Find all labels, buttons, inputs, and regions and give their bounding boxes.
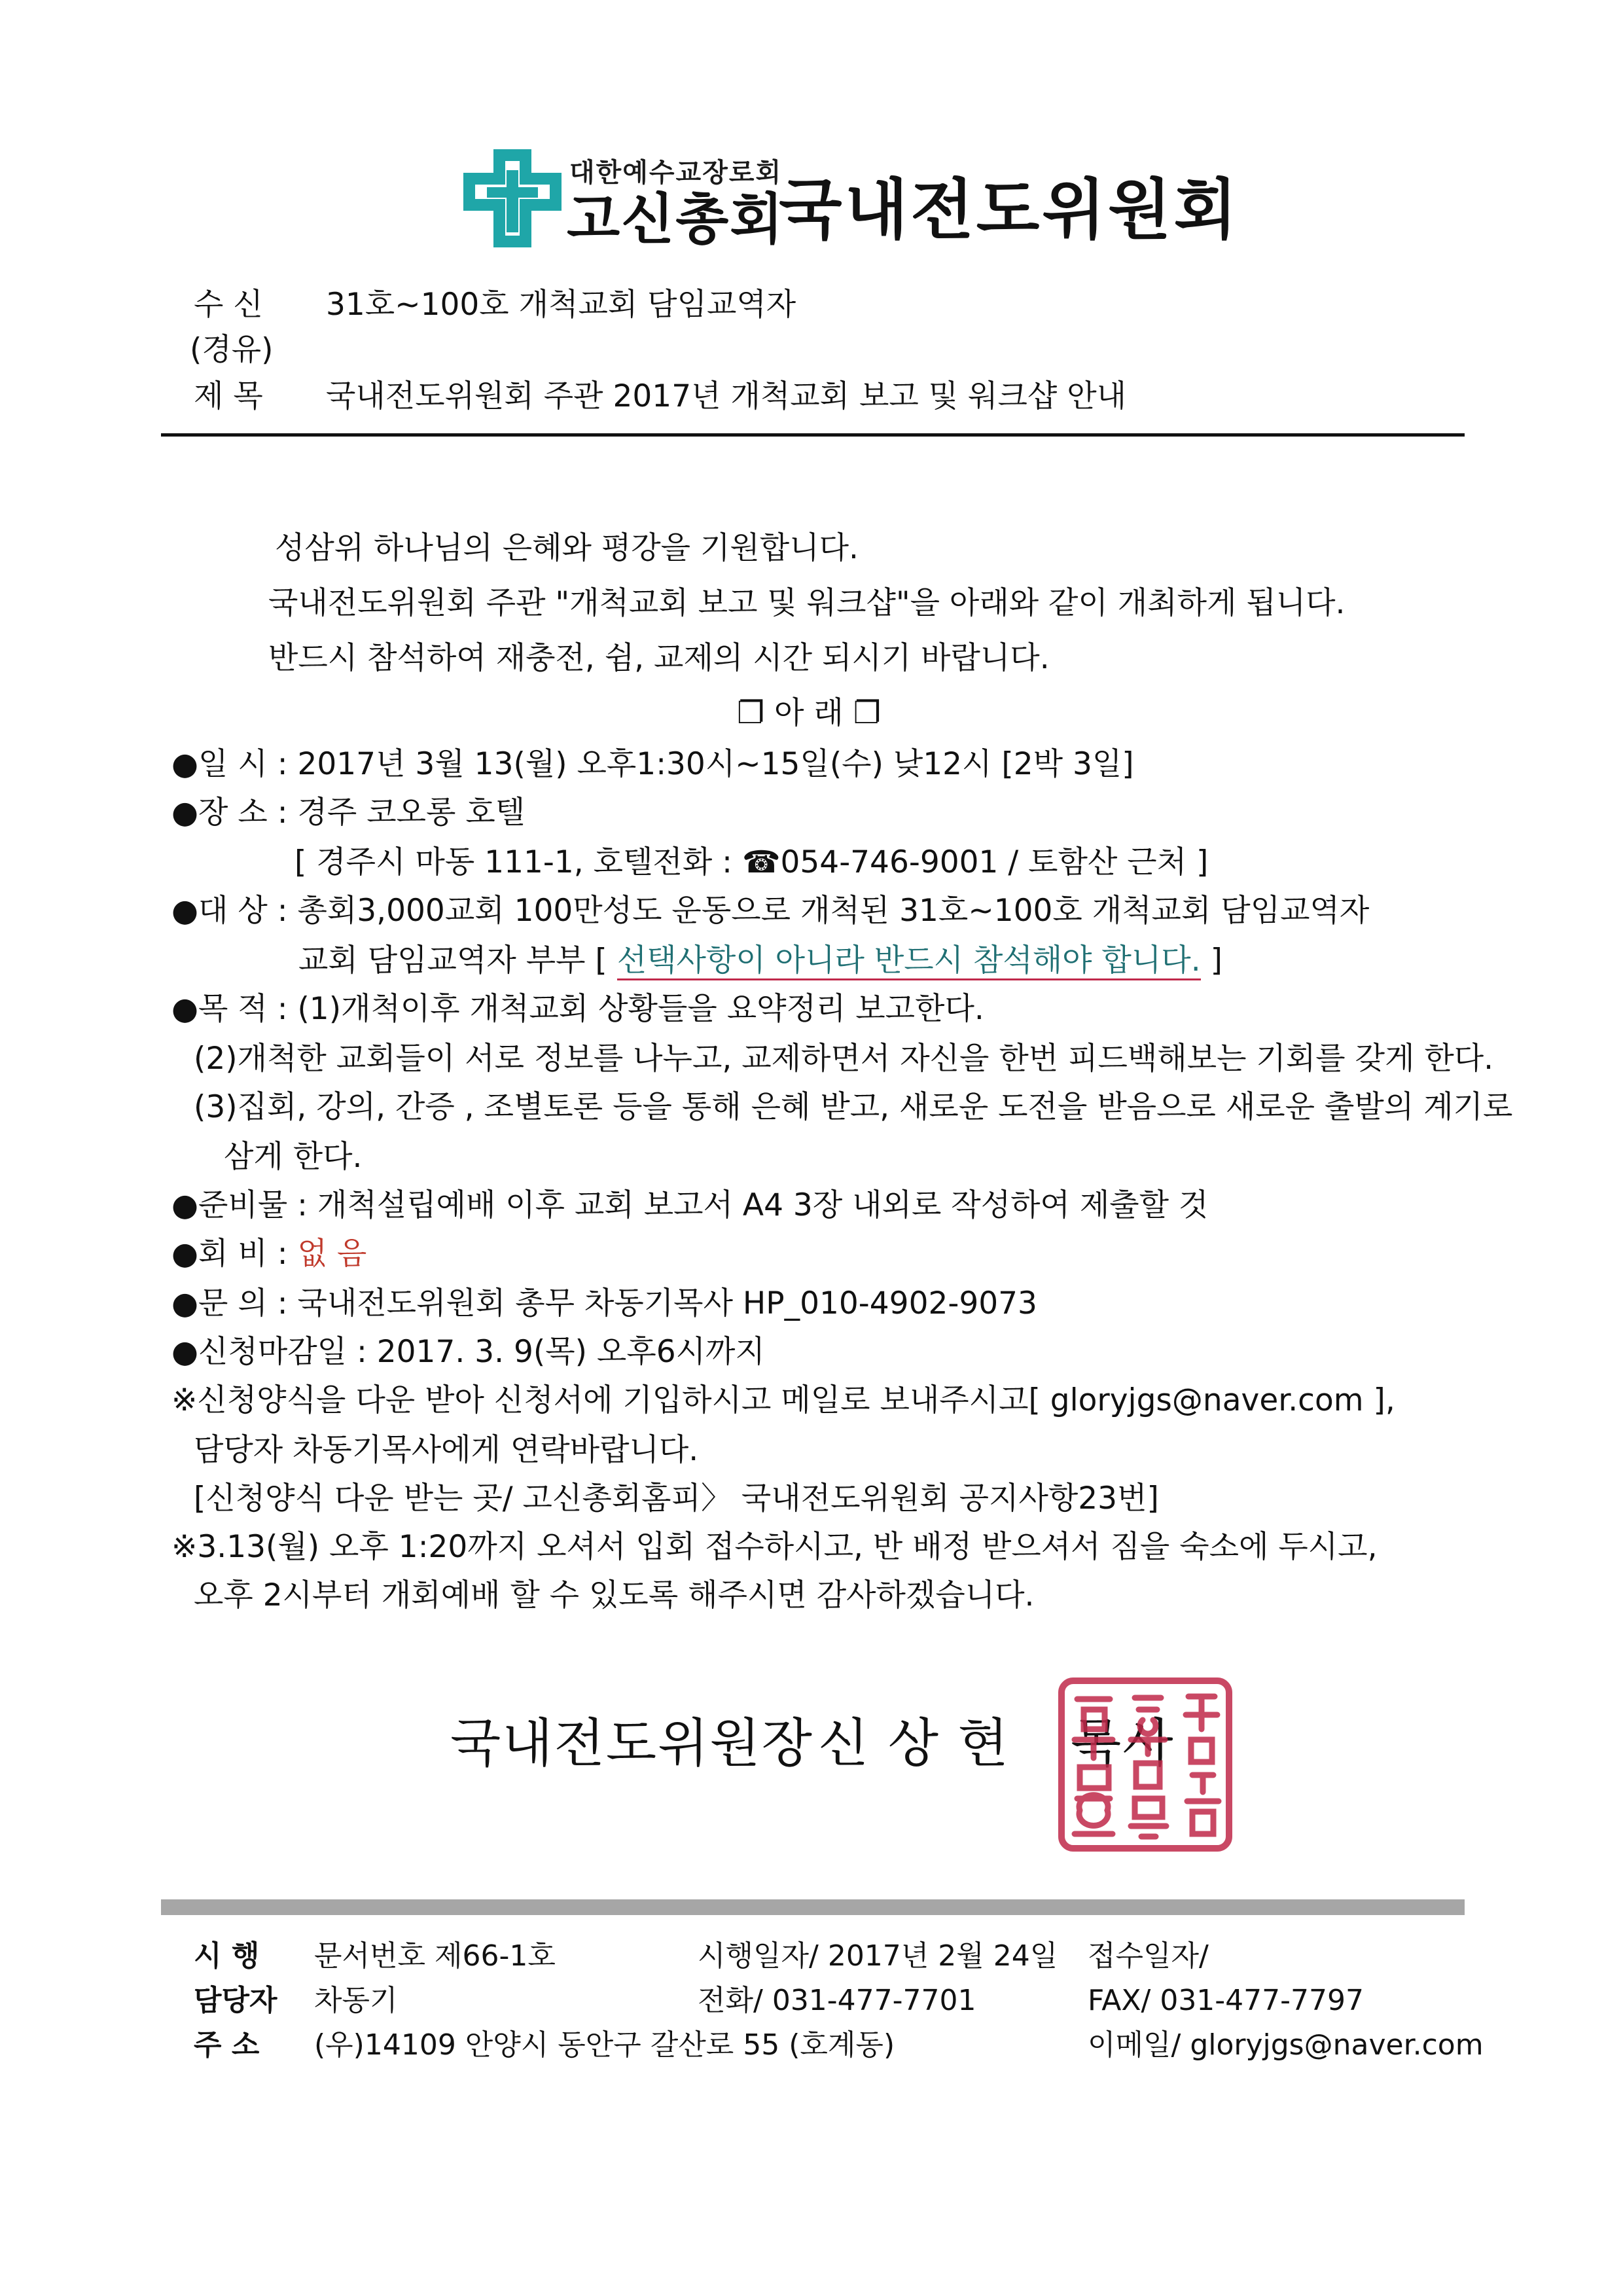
note-2b: 오후 2시부터 개회예배 할 수 있도록 해주시면 감사하겠습니다.	[194, 1577, 1035, 1613]
purpose-line: ●목 적 : (1)개척이후 개척교회 상황들을 요약정리 보고한다.	[171, 991, 984, 1027]
subject-value: 국내전도위원회 주관 2017년 개척교회 보고 및 워크샵 안내	[326, 378, 1127, 414]
prep-line: ●준비물 : 개척설립예배 이후 교회 보고서 A4 3장 내외로 작성하여 제출할 것	[171, 1187, 1209, 1223]
logo-subtitle: 대한예수교장로회	[569, 158, 783, 188]
target-line-2-prefix: 교회 담임교역자 부부 [	[298, 942, 617, 978]
to-value: 31호~100호 개척교회 담임교역자	[326, 287, 796, 323]
place-detail: [ 경주시 마동 111-1, 호텔전화 : ☎054-746-9001 / 토함산 근처 ]	[294, 844, 1209, 880]
header-divider	[161, 433, 1465, 437]
email-link[interactable]: 이메일/ gloryjgs@naver.com	[1088, 2028, 1484, 2062]
mandatory-notice: 선택사항이 아니라 반드시 참석해야 합니다.	[617, 942, 1201, 980]
org-title: 국내전도위원회	[779, 171, 1240, 248]
fee-value: 없 음	[297, 1236, 367, 1272]
footer-divider	[161, 1899, 1465, 1915]
greeting-3: 반드시 참석하여 재충전, 쉼, 교제의 시간 되시기 바랍니다.	[268, 640, 1050, 676]
via-label: (경유)	[190, 332, 274, 368]
fee-line	[171, 1236, 366, 1272]
below-title: ❐ 아 래 ❐	[737, 695, 881, 731]
target-line-2-suffix: ]	[1200, 942, 1222, 978]
target-line-2	[298, 942, 1222, 979]
phone: 전화/ 031-477-7701	[698, 1984, 976, 2017]
fax: FAX/ 031-477-7797	[1088, 1984, 1364, 2017]
address: (우)14109 안양시 동안구 갈산로 55 (호계동)	[314, 2028, 895, 2062]
signer-title: 국내전도위원장	[450, 1713, 813, 1774]
target-line: ●대 상 : 총회3,000교회 100만성도 운동으로 개척된 31호~100호 개척교회 담임교역자	[171, 893, 1370, 929]
contact-line: ●문 의 : 국내전도위원회 총무 차동기목사 HP_010-4902-9073	[171, 1285, 1037, 1321]
manager-name: 차동기	[314, 1984, 398, 2017]
signer-name: 신 상 현	[818, 1713, 1010, 1774]
manager-label: 담당자	[194, 1984, 277, 2017]
received-date: 접수일자/	[1088, 1939, 1209, 1973]
deadline-line: ●신청마감일 : 2017. 3. 9(목) 오후6시까지	[171, 1334, 765, 1370]
place-line: ●장 소 : 경주 코오롱 호텔	[171, 795, 526, 831]
issue-label: 시 행	[194, 1939, 260, 1973]
note-1b: 담당자 차동기목사에게 연락바랍니다.	[194, 1432, 699, 1468]
purpose-3: (3)집회, 강의, 간증 , 조별토론 등을 통해 은혜 받고, 새로운 도전을 받음으로 새로운 출발의 계기로	[194, 1089, 1513, 1125]
doc-number: 문서번호 제66-1호	[314, 1939, 556, 1973]
signer-suffix: 목사	[1071, 1713, 1175, 1774]
logo-title: 고신총회	[567, 187, 785, 251]
note-2: ※3.13(월) 오후 1:20까지 오셔서 입회 접수하시고, 반 배정 받으셔서 짐을 숙소에 두시고,	[171, 1529, 1378, 1565]
note-1: ※신청양식을 다운 받아 신청서에 기입하시고 메일로 보내주시고[ gloryjgs@naver.com ],	[171, 1382, 1395, 1418]
purpose-2: (2)개척한 교회들이 서로 정보를 나누고, 교제하면서 자신을 한번 피드백해보는 기회를 갖게 한다.	[194, 1041, 1494, 1077]
subject-label: 제 목	[194, 378, 263, 414]
cross-logo-icon	[463, 149, 562, 247]
fee-label: ●회 비 :	[171, 1236, 298, 1272]
date-line: ●일 시 : 2017년 3월 13(월) 오후1:30시~15일(수) 낮12시 [2박 3일]	[171, 746, 1134, 782]
official-seal-icon	[1058, 1677, 1233, 1852]
address-label: 주 소	[194, 2028, 260, 2062]
purpose-3b: 삼게 한다.	[224, 1139, 363, 1175]
greeting-1: 성삼위 하나님의 은혜와 평강을 기원합니다.	[275, 530, 859, 566]
greeting-2: 국내전도위원회 주관 "개척교회 보고 및 워크샵"을 아래와 같이 개최하게 됩니다.	[268, 585, 1346, 621]
to-label: 수 신	[194, 287, 263, 323]
note-1c: [신청양식 다운 받는 곳/ 고신총회홈피〉 국내전도위원회 공지사항23번]	[194, 1480, 1159, 1516]
issue-date: 시행일자/ 2017년 2월 24일	[698, 1939, 1058, 1973]
